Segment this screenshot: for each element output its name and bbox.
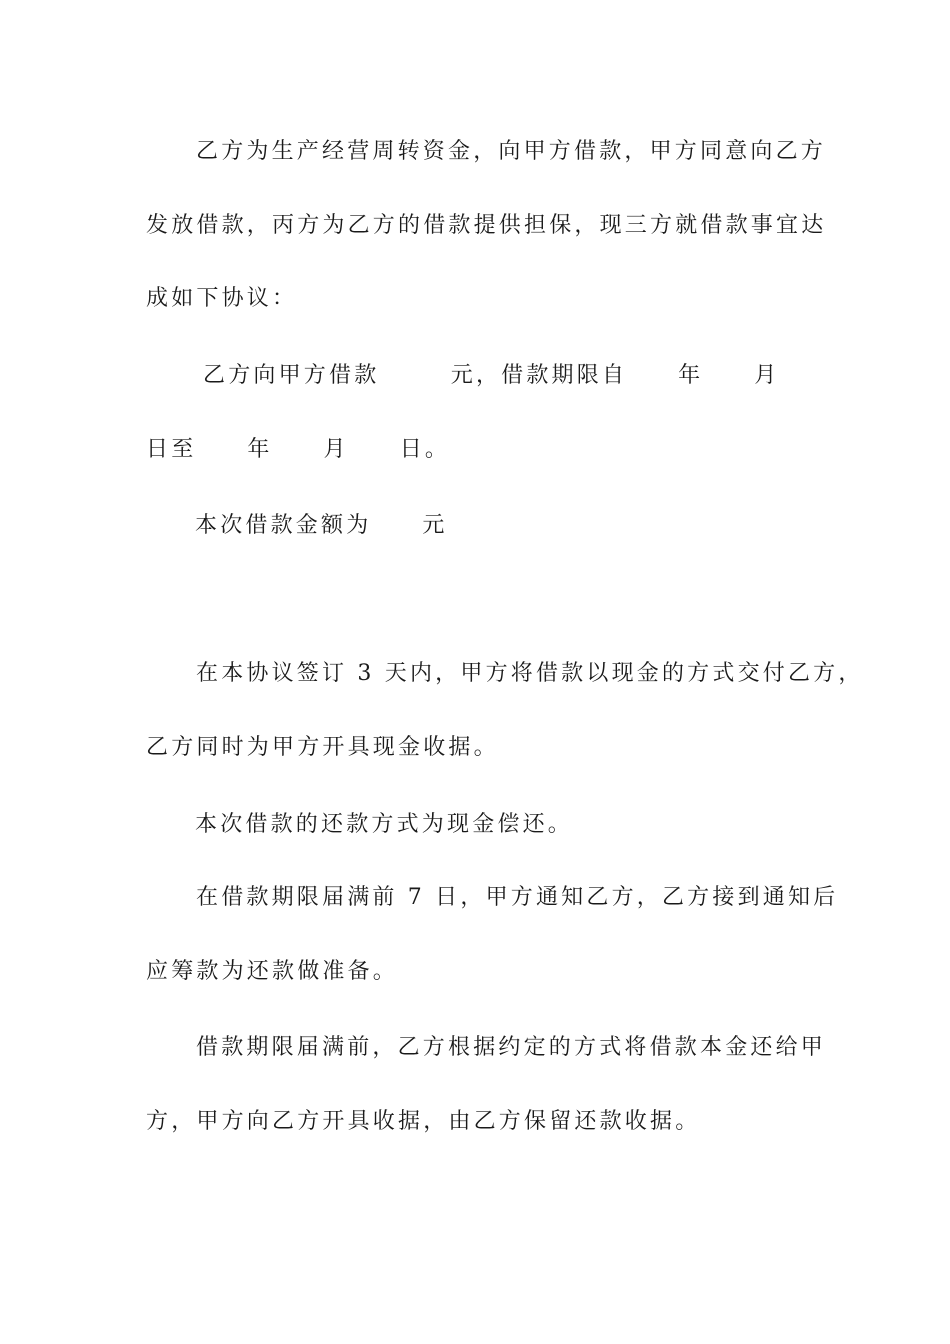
- notice-clause-line-2: 应筹款为还款做准备。: [146, 959, 399, 984]
- loan-term-end-line: 日至 年 月 日。: [146, 437, 451, 462]
- loan-amount-term-line: 乙方向甲方借款 元，借款期限自 年 月: [203, 363, 780, 388]
- delivery-clause-line-2: 乙方同时为甲方开具现金收据。: [146, 735, 499, 760]
- notice-clause-line-1: 在借款期限届满前 7 日，甲方通知乙方，乙方接到通知后: [196, 885, 839, 910]
- loan-amount-line: 本次借款金额为 元: [195, 513, 448, 538]
- paragraph-line-1: 乙方为生产经营周转资金，向甲方借款，甲方同意向乙方: [196, 139, 827, 164]
- paragraph-line-2: 发放借款，丙方为乙方的借款提供担保，现三方就借款事宜达: [146, 213, 827, 238]
- delivery-clause-line-1: 在本协议签订 3 天内，甲方将借款以现金的方式交付乙方，: [196, 661, 864, 686]
- repayment-method-line: 本次借款的还款方式为现金偿还。: [195, 812, 574, 837]
- repayment-clause-line-1: 借款期限届满前，乙方根据约定的方式将借款本金还给甲: [196, 1035, 827, 1060]
- repayment-clause-line-2: 方，甲方向乙方开具收据，由乙方保留还款收据。: [146, 1109, 701, 1134]
- paragraph-line-3: 成如下协议：: [146, 286, 298, 311]
